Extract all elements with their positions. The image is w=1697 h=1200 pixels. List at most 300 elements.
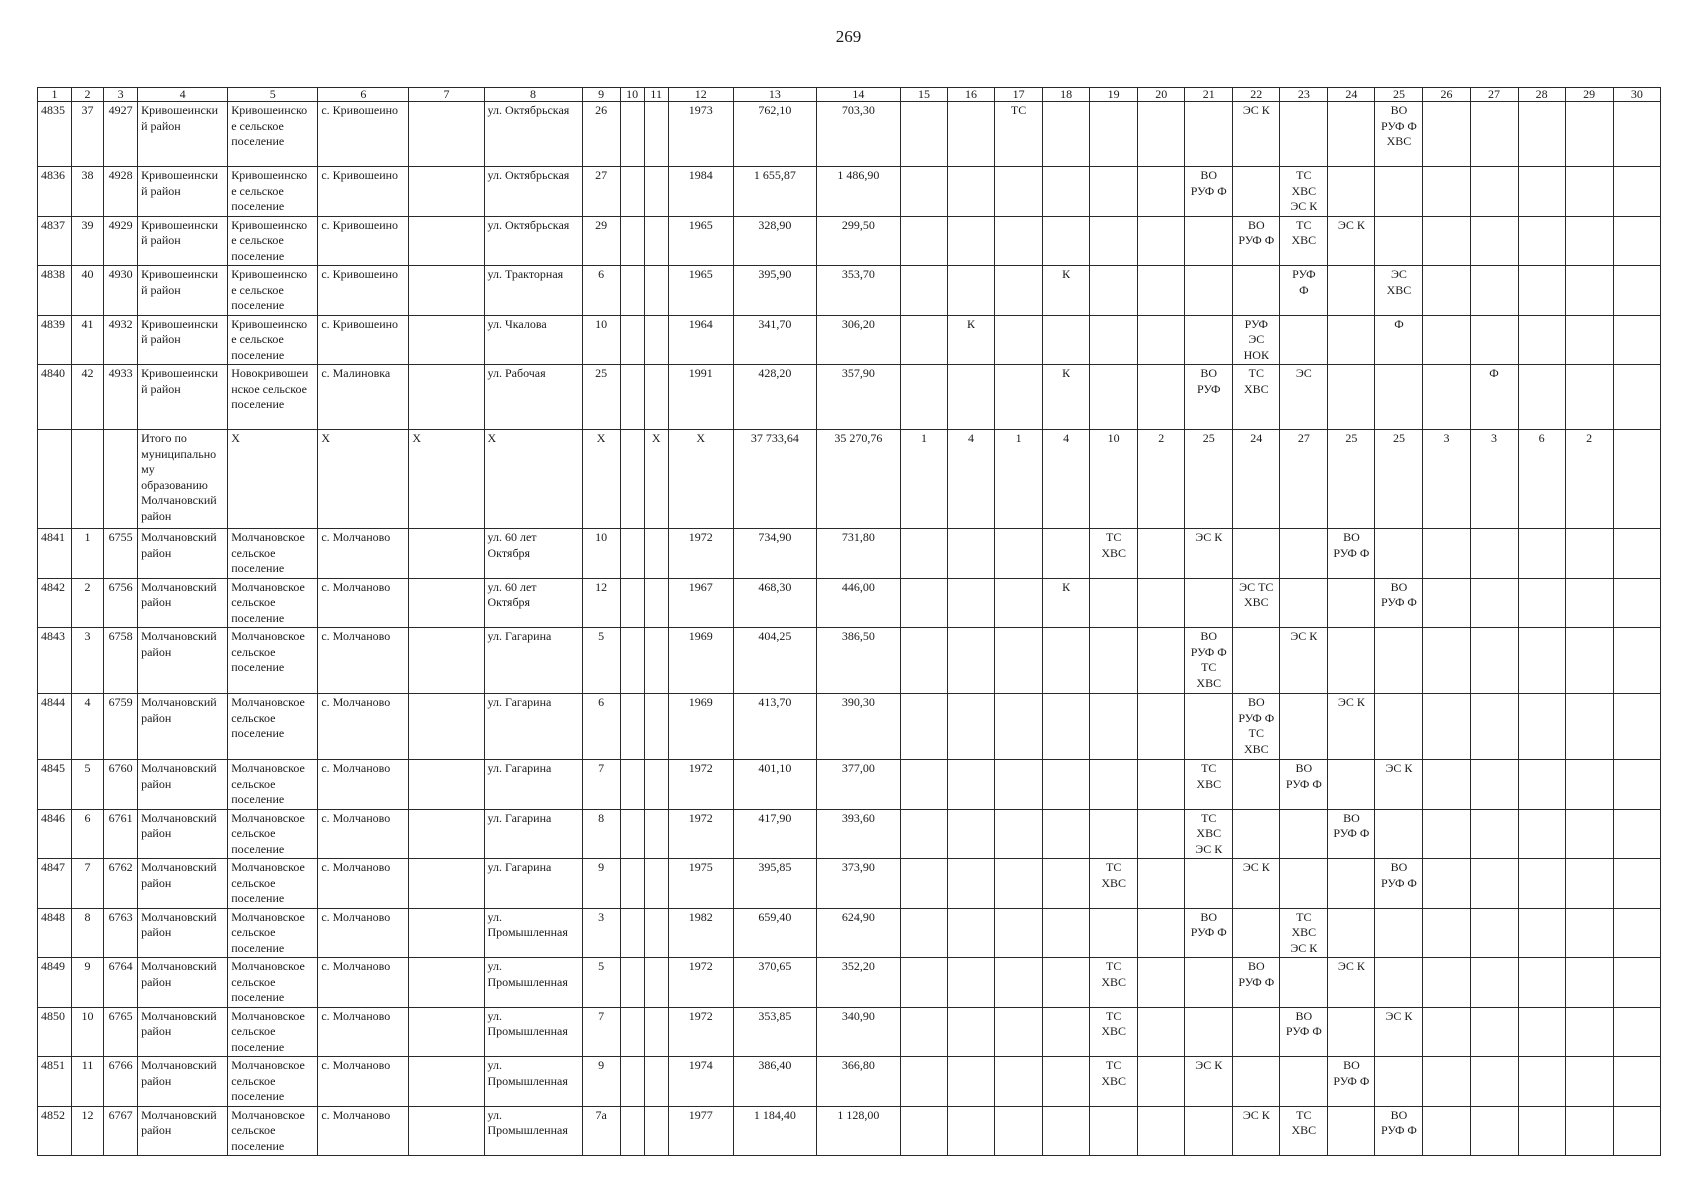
table-row (38, 809, 1661, 859)
table-cell (409, 315, 484, 365)
table-cell (1328, 908, 1375, 958)
table-cell: с. Кривошеино (318, 167, 409, 217)
table-cell: с. Кривошеино (318, 102, 409, 167)
table-cell: 7 (72, 859, 104, 909)
table-cell (900, 365, 947, 430)
table-cell (409, 760, 484, 810)
table-row (38, 315, 1661, 365)
table-cell: 1 (900, 430, 947, 529)
table-cell: 659,40 (733, 908, 816, 958)
column-number: 2 (72, 88, 104, 102)
table-cell: 10 (1090, 430, 1138, 529)
table-cell (1613, 1057, 1660, 1107)
table-cell (1470, 859, 1518, 909)
table-cell: 624,90 (816, 908, 900, 958)
table-cell (1043, 694, 1090, 760)
table-cell (1470, 760, 1518, 810)
table-cell: Молчановское сельское поселение (228, 694, 318, 760)
table-cell: 6759 (104, 694, 138, 760)
table-cell: ЭС ТС ХВС (1233, 578, 1280, 628)
table-cell: 370,65 (733, 958, 816, 1008)
table-cell: 306,20 (816, 315, 900, 365)
column-number: 30 (1613, 88, 1660, 102)
table-cell (948, 1106, 995, 1156)
table-cell: 4849 (38, 958, 72, 1008)
table-cell: 10 (582, 315, 620, 365)
table-cell: РУФ Ф (1280, 266, 1328, 316)
table-cell: ТС ХВС (1185, 760, 1233, 810)
table-cell (1375, 167, 1423, 217)
table-cell (644, 908, 668, 958)
table-cell (620, 430, 644, 529)
table-cell (409, 167, 484, 217)
table-cell: 1977 (668, 1106, 733, 1156)
table-cell: 5 (72, 760, 104, 810)
table-row (38, 694, 1661, 760)
table-cell: Молчановское сельское поселение (228, 958, 318, 1008)
table-cell: К (948, 315, 995, 365)
table-cell (1328, 315, 1375, 365)
table-cell: Молчановское сельское поселение (228, 578, 318, 628)
table-cell (1090, 694, 1138, 760)
table-cell: 6766 (104, 1057, 138, 1107)
table-cell: 4 (948, 430, 995, 529)
table-cell (1375, 529, 1423, 579)
table-cell: ул. Октябрьская (484, 216, 582, 266)
table-cell: 328,90 (733, 216, 816, 266)
table-cell (1565, 365, 1613, 430)
table-cell (1423, 315, 1470, 365)
table-cell (900, 216, 947, 266)
table-cell (1518, 760, 1565, 810)
column-number: 15 (900, 88, 947, 102)
table-cell: 10 (582, 529, 620, 579)
table-cell (1423, 102, 1470, 167)
table-cell (620, 694, 644, 760)
table-cell (1423, 958, 1470, 1008)
table-cell (1280, 1057, 1328, 1107)
table-cell (1043, 760, 1090, 810)
table-cell (1613, 859, 1660, 909)
table-cell (995, 1106, 1043, 1156)
table-cell: Кривошеински й район (138, 266, 228, 316)
table-cell (1138, 1106, 1185, 1156)
table-cell: 7 (582, 1007, 620, 1057)
table-cell (1613, 809, 1660, 859)
table-cell (1280, 694, 1328, 760)
table-cell: ул. Гагарина (484, 760, 582, 810)
table-cell: Молчановский район (138, 958, 228, 1008)
table-cell (948, 266, 995, 316)
table-cell: ЭС К (1233, 102, 1280, 167)
table-cell: 29 (582, 216, 620, 266)
table-cell (1518, 365, 1565, 430)
column-number: 24 (1328, 88, 1375, 102)
table-cell: 417,90 (733, 809, 816, 859)
table-cell: 4928 (104, 167, 138, 217)
table-cell: 5 (582, 958, 620, 1008)
table-cell: 4842 (38, 578, 72, 628)
table-cell: Молчановское сельское поселение (228, 908, 318, 958)
table-cell (1613, 365, 1660, 430)
table-cell (1328, 1007, 1375, 1057)
table-cell: Молчановское сельское поселение (228, 760, 318, 810)
table-cell (948, 1007, 995, 1057)
table-cell: 1972 (668, 958, 733, 1008)
table-cell (1613, 167, 1660, 217)
table-cell (1565, 167, 1613, 217)
table-cell: Молчановский район (138, 1007, 228, 1057)
table-cell (1138, 859, 1185, 909)
table-cell (948, 859, 995, 909)
table-cell (900, 1057, 947, 1107)
table-cell (1233, 628, 1280, 694)
table-cell (644, 859, 668, 909)
table-cell: ВО РУФ Ф (1233, 216, 1280, 266)
table-cell (644, 529, 668, 579)
table-cell (900, 102, 947, 167)
table-cell (620, 908, 644, 958)
table-cell: 1965 (668, 266, 733, 316)
table-cell: с. Молчаново (318, 760, 409, 810)
table-cell (1375, 216, 1423, 266)
table-cell (1518, 628, 1565, 694)
table-cell (995, 167, 1043, 217)
column-number: 26 (1423, 88, 1470, 102)
table-cell: 27 (582, 167, 620, 217)
table-cell (1375, 628, 1423, 694)
table-cell: 1975 (668, 859, 733, 909)
table-cell (948, 1057, 995, 1107)
table-cell: ТС ХВС (1280, 1106, 1328, 1156)
table-cell (1565, 760, 1613, 810)
table-cell (1090, 167, 1138, 217)
table-cell: Кривошеински й район (138, 102, 228, 167)
table-cell: 6 (1518, 430, 1565, 529)
table-cell (900, 1106, 947, 1156)
table-cell (620, 102, 644, 167)
table-cell: Х (409, 430, 484, 529)
table-cell (1328, 859, 1375, 909)
table-cell: ул. Гагарина (484, 859, 582, 909)
table-cell (1423, 216, 1470, 266)
table-cell (1043, 1057, 1090, 1107)
table-cell (1423, 694, 1470, 760)
table-cell: ВО РУФ Ф (1328, 809, 1375, 859)
table-cell: Ф (1470, 365, 1518, 430)
table-cell (1185, 266, 1233, 316)
table-cell: ЭС К (1185, 529, 1233, 579)
table-cell (644, 760, 668, 810)
table-cell (995, 1057, 1043, 1107)
table-row (38, 1106, 1661, 1156)
table-cell: 10 (72, 1007, 104, 1057)
table-cell (1043, 628, 1090, 694)
table-cell: Новокривошеи нское сельское поселение (228, 365, 318, 430)
table-cell (1375, 809, 1423, 859)
table-cell (1280, 809, 1328, 859)
table-cell (1518, 315, 1565, 365)
table-cell (1138, 760, 1185, 810)
table-cell: 390,30 (816, 694, 900, 760)
table-cell (620, 809, 644, 859)
table-cell: с. Молчаново (318, 1007, 409, 1057)
table-cell (1470, 266, 1518, 316)
table-cell: ЭС К (1328, 216, 1375, 266)
table-cell (1470, 1007, 1518, 1057)
table-cell (409, 859, 484, 909)
table-cell: 8 (72, 908, 104, 958)
table-cell: ул. Гагарина (484, 628, 582, 694)
table-cell: 6755 (104, 529, 138, 579)
table-cell (1233, 809, 1280, 859)
table-cell (1613, 102, 1660, 167)
table-cell (1043, 167, 1090, 217)
table-cell (900, 578, 947, 628)
table-cell: с. Молчаново (318, 859, 409, 909)
table-cell (620, 859, 644, 909)
table-cell (1090, 760, 1138, 810)
table-cell: 4837 (38, 216, 72, 266)
table-row (38, 578, 1661, 628)
table-cell: 6760 (104, 760, 138, 810)
table-cell: ул. Октябрьская (484, 102, 582, 167)
table-cell: с. Молчаново (318, 628, 409, 694)
table-cell: с. Молчаново (318, 809, 409, 859)
table-cell (1138, 266, 1185, 316)
table-cell: ул. 60 лет Октября (484, 578, 582, 628)
table-cell (995, 365, 1043, 430)
column-number: 4 (138, 88, 228, 102)
table-row (38, 216, 1661, 266)
table-cell: 4847 (38, 859, 72, 909)
table-cell (620, 1057, 644, 1107)
table-row (38, 365, 1661, 430)
table-cell (995, 266, 1043, 316)
table-cell: ТС ХВС (1233, 365, 1280, 430)
table-cell (1613, 908, 1660, 958)
table-cell: ул. Тракторная (484, 266, 582, 316)
table-cell: 366,80 (816, 1057, 900, 1107)
table-cell (900, 529, 947, 579)
table-cell: 42 (72, 365, 104, 430)
table-cell (409, 529, 484, 579)
table-cell (1565, 628, 1613, 694)
column-number: 12 (668, 88, 733, 102)
table-cell: 1974 (668, 1057, 733, 1107)
table-cell: ул. Промышленная (484, 1057, 582, 1107)
table-cell (409, 628, 484, 694)
table-cell (1375, 694, 1423, 760)
table-cell (1375, 365, 1423, 430)
table-cell: Молчановский район (138, 908, 228, 958)
table-cell (1328, 266, 1375, 316)
table-cell (1328, 628, 1375, 694)
column-number: 27 (1470, 88, 1518, 102)
table-cell: Х (644, 430, 668, 529)
column-number: 11 (644, 88, 668, 102)
table-cell: 4927 (104, 102, 138, 167)
table-cell: 6767 (104, 1106, 138, 1156)
table-cell: ТС ХВС (1090, 958, 1138, 1008)
table-cell: 341,70 (733, 315, 816, 365)
table-cell (1518, 809, 1565, 859)
table-cell (948, 216, 995, 266)
table-cell (948, 167, 995, 217)
table-cell (1518, 167, 1565, 217)
table-cell (1138, 628, 1185, 694)
table-cell: 8 (582, 809, 620, 859)
table-cell: Кривошеинско е сельское поселение (228, 315, 318, 365)
table-cell: 352,20 (816, 958, 900, 1008)
table-cell: 5 (582, 628, 620, 694)
column-number: 18 (1043, 88, 1090, 102)
table-cell (1470, 578, 1518, 628)
table-cell: Кривошеинско е сельское поселение (228, 102, 318, 167)
table-cell (1138, 694, 1185, 760)
table-cell: ВО РУФ Ф (1280, 1007, 1328, 1057)
table-cell (948, 694, 995, 760)
table-cell: Молчановское сельское поселение (228, 628, 318, 694)
table-cell (620, 315, 644, 365)
table-cell: 6756 (104, 578, 138, 628)
table-cell (1043, 908, 1090, 958)
table-cell: ул. Промышленная (484, 958, 582, 1008)
table-cell: Х (668, 430, 733, 529)
table-cell (1565, 529, 1613, 579)
table-cell: 6761 (104, 809, 138, 859)
table-cell: 386,40 (733, 1057, 816, 1107)
table-cell (1613, 1007, 1660, 1057)
table-cell (1280, 315, 1328, 365)
table-cell (1375, 1057, 1423, 1107)
table-cell (644, 958, 668, 1008)
table-cell (1423, 365, 1470, 430)
table-cell: Х (318, 430, 409, 529)
table-cell (620, 1106, 644, 1156)
table-cell (1043, 958, 1090, 1008)
table-cell: Кривошеинско е сельское поселение (228, 266, 318, 316)
table-cell: ул. Промышленная (484, 1007, 582, 1057)
table-cell: Молчановский район (138, 1057, 228, 1107)
table-cell (1280, 859, 1328, 909)
table-cell (1565, 809, 1613, 859)
table-cell: 2 (1565, 430, 1613, 529)
table-cell (1613, 315, 1660, 365)
table-cell: ТС ХВС (1280, 216, 1328, 266)
table-cell: ВО РУФ Ф ТС ХВС (1233, 694, 1280, 760)
table-cell: 4840 (38, 365, 72, 430)
table-cell: 446,00 (816, 578, 900, 628)
table-cell: 7 (582, 760, 620, 810)
column-number: 7 (409, 88, 484, 102)
table-cell: с. Кривошеино (318, 266, 409, 316)
table-cell: ТС (995, 102, 1043, 167)
table-cell (1328, 1106, 1375, 1156)
table-cell (644, 1106, 668, 1156)
table-cell: 340,90 (816, 1007, 900, 1057)
table-cell (1423, 859, 1470, 909)
table-cell: Молчановское сельское поселение (228, 529, 318, 579)
table-cell (1138, 958, 1185, 1008)
table-cell (409, 365, 484, 430)
table-cell (1423, 167, 1470, 217)
table-cell: ТС ХВС (1090, 859, 1138, 909)
column-number: 23 (1280, 88, 1328, 102)
table-cell: РУФ ЭС НОК (1233, 315, 1280, 365)
table-cell (1185, 216, 1233, 266)
table-cell (995, 908, 1043, 958)
table-cell (1280, 102, 1328, 167)
table-cell (1280, 958, 1328, 1008)
table-cell (1138, 809, 1185, 859)
table-cell: 395,85 (733, 859, 816, 909)
table-cell: ВО РУФ Ф (1375, 1106, 1423, 1156)
table-cell (1185, 1106, 1233, 1156)
table-cell (409, 958, 484, 1008)
table-cell: 731,80 (816, 529, 900, 579)
table-cell (1423, 529, 1470, 579)
table-cell: 3 (1423, 430, 1470, 529)
table-cell: 4932 (104, 315, 138, 365)
table-cell (1470, 216, 1518, 266)
table-cell: 703,30 (816, 102, 900, 167)
table-cell: ТС ХВС ЭС К (1280, 908, 1328, 958)
table-cell: Ф (1375, 315, 1423, 365)
table-cell: ул. 60 лет Октября (484, 529, 582, 579)
table-cell (1565, 216, 1613, 266)
table-cell: 25 (582, 365, 620, 430)
column-number: 25 (1375, 88, 1423, 102)
table-cell: 299,50 (816, 216, 900, 266)
table-cell (620, 216, 644, 266)
table-cell: ВО РУФ (1185, 365, 1233, 430)
column-number: 21 (1185, 88, 1233, 102)
table-cell: ЭС К (1233, 1106, 1280, 1156)
table-cell (1518, 1106, 1565, 1156)
table-cell (1613, 216, 1660, 266)
table-cell (900, 760, 947, 810)
table-cell (38, 430, 72, 529)
table-cell: Итого по муниципально му образованию Молчановский район (138, 430, 228, 529)
table-cell: 1 (72, 529, 104, 579)
table-cell: Кривошеинско е сельское поселение (228, 216, 318, 266)
table-cell: 40 (72, 266, 104, 316)
table-cell (1423, 1106, 1470, 1156)
table-cell: ЭС К (1375, 1007, 1423, 1057)
table-cell (409, 809, 484, 859)
table-cell: 4835 (38, 102, 72, 167)
table-cell (1185, 859, 1233, 909)
table-cell (409, 266, 484, 316)
table-cell: К (1043, 365, 1090, 430)
table-cell: 386,50 (816, 628, 900, 694)
table-cell (995, 529, 1043, 579)
table-cell: Молчановское сельское поселение (228, 1106, 318, 1156)
column-number: 3 (104, 88, 138, 102)
table-cell: с. Молчаново (318, 1057, 409, 1107)
table-cell: 428,20 (733, 365, 816, 430)
table-cell: 38 (72, 167, 104, 217)
table-cell (1328, 102, 1375, 167)
table-cell (409, 578, 484, 628)
table-cell (409, 908, 484, 958)
table-cell: 6 (72, 809, 104, 859)
table-cell: с. Молчаново (318, 578, 409, 628)
table-cell (1518, 102, 1565, 167)
table-cell (948, 529, 995, 579)
table-cell (1328, 760, 1375, 810)
